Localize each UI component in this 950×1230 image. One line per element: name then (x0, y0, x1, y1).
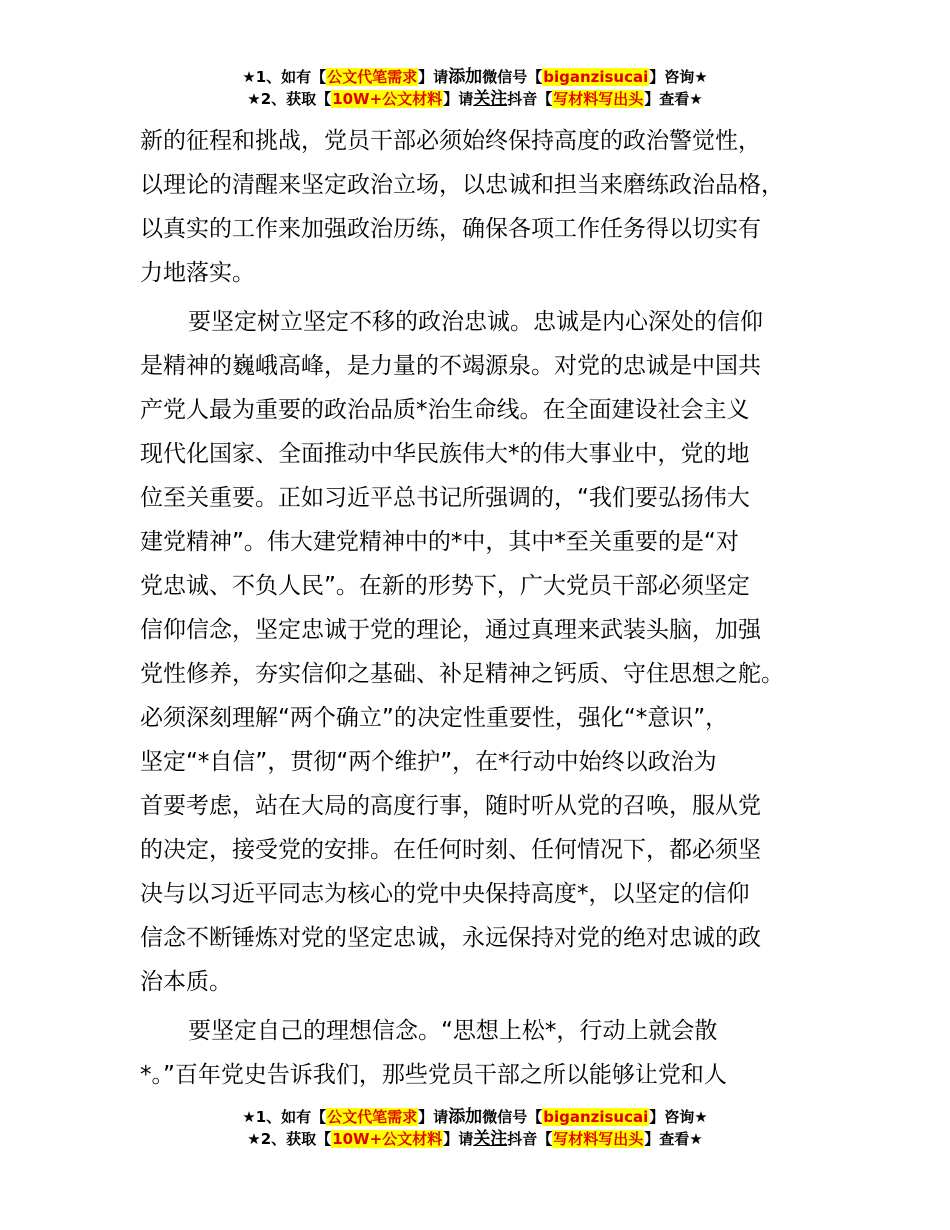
text-line: 以真实的工作来加强政治历练，确保各项工作任务得以切实有 (140, 216, 761, 242)
banner-line-2: ★2、获取【10W+公文材料】请关注抖音【写材料写出头】查看★ (247, 89, 703, 109)
text-line: 现代化国家、全面推动中华民族伟大*的伟大事业中，党的地 (140, 441, 750, 467)
text-line: 要坚定自己的理想信念。“思想上松*，行动上就会散 (188, 1018, 718, 1044)
banner-line-1: ★1、如有【公文代笔需求】请添加微信号【biganzisucai】咨询★ (242, 1107, 708, 1127)
paragraph (140, 1009, 830, 1097)
highlight-materials: 10W+公文材料 (332, 1130, 443, 1148)
text-line: 以理论的清醒来坚定政治立场，以忠诚和担当来磨练政治品格， (140, 172, 784, 198)
text-line: 必须深刻理解“两个确立”的决定性重要性，强化“*意识”， (140, 705, 729, 731)
paragraph (140, 300, 830, 1004)
text-line: 信仰信念，坚定忠诚于党的理论，通过真理来武装头脑，加强 (140, 617, 761, 643)
text-line: 力地落实。 (140, 260, 255, 286)
text-line: 坚定“*自信”，贯彻“两个维护”，在*行动中始终以政治为 (140, 749, 717, 775)
text-line: 首要考虑，站在大局的高度行事，随时听从党的召唤，服从党 (140, 793, 761, 819)
highlight-materials: 10W+公文材料 (332, 90, 443, 108)
highlight-douyin-account: 写材料写出头 (553, 90, 644, 108)
banner-line-2: ★2、获取【10W+公文材料】请关注抖音【写材料写出头】查看★ (247, 1129, 703, 1149)
text-line: *。”百年党史告诉我们，那些党员干部之所以能够让党和人 (140, 1062, 727, 1088)
text-line: 决与以习近平同志为核心的党中央保持高度*，以坚定的信仰 (140, 881, 750, 907)
text-line: 治本质。 (140, 969, 232, 995)
highlight-service: 公文代笔需求 (327, 1108, 418, 1126)
document-body (140, 119, 830, 1102)
banner-line-1: ★1、如有【公文代笔需求】请添加微信号【biganzisucai】咨询★ (242, 67, 708, 87)
text-line: 位至关重要。正如习近平总书记所强调的，“我们要弘扬伟大 (140, 485, 750, 511)
text-line: 新的征程和挑战，党员干部必须始终保持高度的政治警觉性， (140, 128, 761, 154)
text-line: 信念不断锤炼对党的坚定忠诚，永远保持对党的绝对忠诚的政 (140, 925, 761, 951)
footer-banner (0, 1106, 950, 1150)
header-banner (0, 66, 950, 110)
text-line: 党性修养，夯实信仰之基础、补足精神之钙质、守住思想之舵。 (140, 661, 784, 687)
highlight-douyin-account: 写材料写出头 (553, 1130, 644, 1148)
highlight-service: 公文代笔需求 (327, 68, 418, 86)
text-line: 要坚定树立坚定不移的政治忠诚。忠诚是内心深处的信仰 (188, 309, 763, 335)
text-line: 产党人最为重要的政治品质*治生命线。在全面建设社会主义 (140, 397, 750, 423)
highlight-wechat-id: biganzisucai (543, 68, 649, 86)
paragraph (140, 119, 830, 295)
highlight-wechat-id: biganzisucai (543, 1108, 649, 1126)
text-line: 的决定，接受党的安排。在任何时刻、任何情况下，都必须坚 (140, 837, 761, 863)
text-line: 建党精神”。伟大建党精神中的*中，其中*至关重要的是“对 (140, 529, 739, 555)
text-line: 是精神的巍峨高峰，是力量的不竭源泉。对党的忠诚是中国共 (140, 353, 761, 379)
text-line: 党忠诚、不负人民”。在新的形势下，广大党员干部必须坚定 (140, 573, 750, 599)
